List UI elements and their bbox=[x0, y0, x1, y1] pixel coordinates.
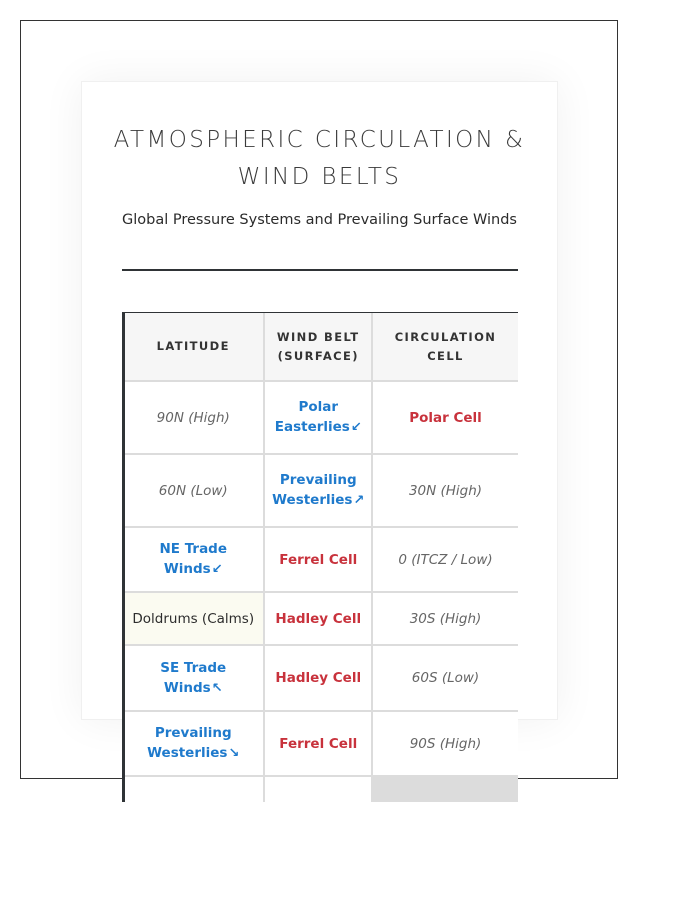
table-row bbox=[123, 711, 518, 776]
arrow-down-left-icon: ↙ bbox=[350, 420, 362, 435]
wind-belt-label: Prevailing Westerlies bbox=[147, 725, 232, 761]
table-row bbox=[123, 527, 518, 592]
wind-belt-cell bbox=[264, 381, 372, 454]
latitude-cell: 30N (High) bbox=[372, 454, 518, 527]
latitude-cell: 90S (High) bbox=[372, 711, 518, 776]
column-header-wind-belt: WIND BELT (SURFACE) bbox=[264, 313, 372, 381]
table-row bbox=[123, 645, 518, 711]
table-row bbox=[123, 454, 518, 527]
wind-belt-label: SE Trade Winds bbox=[160, 659, 227, 696]
wind-belt-label: NE Trade Winds bbox=[159, 541, 228, 577]
table-row bbox=[123, 592, 518, 645]
page-subtitle: Global Pressure Systems and Prevailing Surface Winds bbox=[122, 212, 517, 228]
table-header-row bbox=[123, 313, 518, 381]
empty-gray-cell bbox=[372, 776, 518, 802]
circulation-cell: Hadley Cell bbox=[264, 592, 372, 645]
wind-belts-table-container bbox=[122, 312, 518, 802]
wind-belt-cell bbox=[123, 711, 264, 776]
column-header-latitude: LATITUDE bbox=[123, 313, 264, 381]
wind-belt-label: Polar Easterlies bbox=[274, 399, 350, 435]
arrow-up-right-icon: ↗ bbox=[353, 493, 365, 508]
wind-belt-cell bbox=[123, 645, 264, 711]
wind-belt-cell bbox=[264, 454, 372, 527]
empty-cell bbox=[264, 776, 372, 802]
circulation-cell: Ferrel Cell bbox=[264, 711, 372, 776]
arrow-down-left-icon: ↙ bbox=[211, 562, 223, 577]
latitude-cell: 0 (ITCZ / Low) bbox=[372, 527, 518, 592]
circulation-cell: Polar Cell bbox=[372, 381, 518, 454]
latitude-cell: 60S (Low) bbox=[372, 645, 518, 711]
circulation-cell: Ferrel Cell bbox=[264, 527, 372, 592]
arrow-up-left-icon: ↖ bbox=[211, 680, 223, 696]
wind-belt-label: Prevailing Westerlies bbox=[272, 472, 357, 508]
page-title: ATMOSPHERIC CIRCULATION & WIND BELTS bbox=[113, 127, 526, 190]
table-left-border bbox=[122, 312, 125, 802]
table-row-partial bbox=[123, 776, 518, 802]
latitude-cell: 30S (High) bbox=[372, 592, 518, 645]
arrow-down-right-icon: ↘ bbox=[228, 746, 240, 761]
wind-belt-cell bbox=[123, 527, 264, 592]
wind-belts-table bbox=[123, 313, 518, 802]
column-header-circulation-cell: CIRCULATION CELL bbox=[372, 313, 518, 381]
title-divider bbox=[122, 269, 518, 271]
empty-cell bbox=[123, 776, 264, 802]
latitude-cell: 60N (Low) bbox=[123, 454, 264, 527]
circulation-cell: Hadley Cell bbox=[264, 645, 372, 711]
latitude-cell: 90N (High) bbox=[123, 381, 264, 454]
doldrums-cell: Doldrums (Calms) bbox=[123, 592, 264, 645]
table-row bbox=[123, 381, 518, 454]
